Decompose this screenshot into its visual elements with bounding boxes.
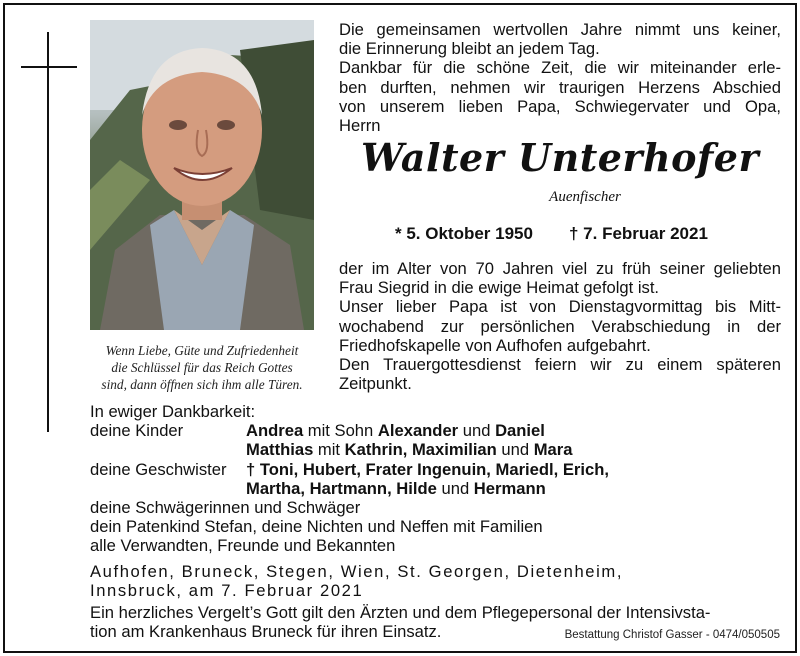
cross-symbol — [47, 32, 49, 432]
intro-line: Dankbar für die schöne Zeit, die wir miteinander erle- — [339, 58, 781, 78]
intro-line: von unserem lieben Papa, Schwiegervater und Opa, — [339, 96, 781, 116]
intro-line: ben durften, nehmen wir traurigen Herzens Abschied — [339, 77, 781, 97]
places-line: Aufhofen, Bruneck, Stegen, Wien, St. Georgen, Dietenheim, — [90, 562, 624, 581]
mourners-heading — [90, 402, 780, 421]
mourners-row — [90, 440, 780, 459]
cross-symbol-bar — [21, 66, 77, 68]
geschwister-line-1: † Toni, Hubert, Frater Ingenuin, Mariedl, Erich, — [246, 459, 609, 479]
intro-line: Herrn — [339, 116, 381, 136]
quote-line: sind, dann öffnen sich ihm alle Türen. — [101, 377, 303, 392]
mourners-heading-text: In ewiger Dankbarkeit: — [90, 402, 256, 421]
intro-line: die Erinnerung bleibt an jedem Tag. — [339, 39, 600, 59]
kinder-line-2: Matthias mit Kathrin, Maximilian und Mara — [246, 440, 573, 460]
undertaker-credit: Bestattung Christof Gasser - 0474/050505 — [564, 629, 780, 641]
intro-line: Die gemeinsamen wertvollen Jahre nimmt uns keiner, — [339, 20, 781, 39]
places-and-date — [90, 562, 690, 600]
deceased-nickname: Auenfischer — [549, 189, 621, 205]
patenkind-line: dein Patenkind Stefan, deine Nichten und Neffen mit Familien — [90, 517, 543, 537]
mourners-row — [90, 536, 780, 555]
body-line: wochabend zur persönlichen Verabschiedung in der — [339, 316, 781, 336]
kinder-label: deine Kinder — [90, 421, 184, 441]
places-line: Innsbruck, am 7. Februar 2021 — [90, 581, 364, 601]
birth-date: * 5. Oktober 1950 — [395, 224, 533, 243]
death-date: † 7. Februar 2021 — [569, 224, 708, 243]
mourners-row — [90, 421, 780, 440]
schwaeger-line: deine Schwägerinnen und Schwäger — [90, 497, 361, 517]
mourners-list — [90, 402, 780, 556]
quote-line: die Schlüssel für das Reich Gottes — [111, 360, 293, 375]
body-line: Friedhofskapelle von Aufhofen aufgebahrt. — [339, 335, 651, 355]
geschwister-label: deine Geschwister — [90, 459, 227, 479]
body-line: Zeitpunkt. — [339, 374, 412, 394]
body-line: Den Trauergottesdienst feiern wir zu einem späteren — [339, 355, 781, 375]
memorial-quote — [86, 342, 318, 393]
body-line: Frau Siegrid in die ewige Heimat gefolgt ist. — [339, 278, 660, 298]
thanks-line: tion am Krankenhaus Bruneck für ihren Einsatz. — [90, 622, 442, 642]
geschwister-line-2: Martha, Hartmann, Hilde und Hermann — [246, 478, 546, 498]
kinder-line-1: Andrea mit Sohn Alexander und Daniel — [246, 421, 545, 441]
verwandte-line: alle Verwandten, Freunde und Bekannten — [90, 536, 396, 556]
body-line: Unser lieber Papa ist von Dienstagvormittag bis Mitt- — [339, 297, 781, 317]
body-line: der im Alter von 70 Jahren viel zu früh seiner geliebten — [339, 259, 781, 278]
deceased-name: Walter Unterhofer — [361, 135, 759, 180]
mourners-row — [90, 460, 780, 479]
intro-text — [339, 20, 781, 135]
portrait-photo — [90, 20, 314, 330]
mourners-row — [90, 479, 780, 498]
thanks-line: Ein herzliches Vergelt’s Gott gilt den Ärzten und dem Pflegepersonal der Intensivsta- — [90, 603, 711, 622]
quote-line: Wenn Liebe, Güte und Zufriedenheit — [105, 343, 299, 358]
mourners-row — [90, 498, 780, 517]
body-text — [339, 259, 781, 393]
mourners-row — [90, 517, 780, 536]
